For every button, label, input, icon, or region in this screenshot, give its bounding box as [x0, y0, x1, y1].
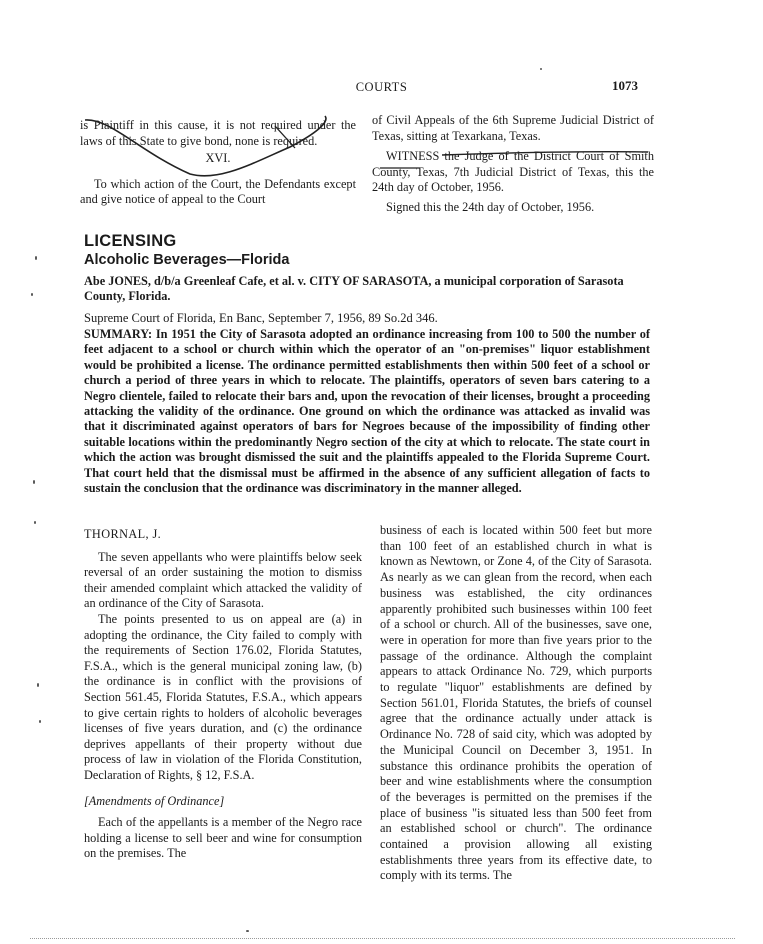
section-subheading: Alcoholic Beverages—Florida: [84, 252, 290, 268]
scan-speck: [33, 480, 35, 484]
opinion-left-column: [84, 527, 362, 862]
section-heading: LICENSING: [84, 232, 177, 250]
court-citation: Supreme Court of Florida, En Banc, September 7, 1956, 89 So.2d 346.: [84, 311, 438, 325]
summary-label: SUMMARY:: [84, 327, 153, 341]
top-right-column: [372, 113, 654, 215]
scan-speck: [37, 683, 39, 687]
signed-paragraph: Signed this the 24th day of October, 1956.: [386, 199, 595, 214]
judge-name: THORNAL, J.: [84, 527, 162, 541]
scan-speck: [39, 720, 41, 723]
top-left-paragraph: To which action of the Court, the Defendants except and give notice of appeal to the Court: [80, 176, 356, 206]
opinion-paragraph: The points presented to us on appeal are (a) in adopting the ordinance, the City failed to comply with the requirements of Section 176.02, Florida Statutes, F.S.A., which is the general municipal zoning law, (b) the ordinance is in conflict with the provisions of Section 561.45, Florida Statutes, F.S.A., which appears to give certain rights to holders of alcoholic beverages licenses of five years duration, and (c) the ordinance deprives appellants of their property without due process of law in violation of the Florida Constitution, Declaration of Rights, § 12, F.S.A.: [84, 611, 362, 782]
witness-paragraph: WITNESS the Judge of the District Court of Smith County, Texas, 7th Judicial District of Texas, this the 24th day of October, 1956.: [372, 149, 654, 194]
opinion-right-column: [380, 523, 652, 884]
top-right-paragraph: of Civil Appeals of the 6th Supreme Judicial District of Texas, sitting at Texarkana, Texas.: [372, 113, 654, 143]
top-left-column: [80, 118, 356, 208]
running-title: COURTS: [355, 80, 408, 94]
summary-text: In 1951 the City of Sarasota adopted an ordinance increasing from 100 to 500 the number of feet adjacent to a school or church within which the operator of an "on-premises" liquor establishment would be prohibited a license. The ordinance permitted establishments then within 500 feet of a school or church a period of three years in which to relocate. The plaintiffs, operators of seven bars catering to a Negro clientele, failed to relocate their bars and, upon the revocation of their licenses, brought a proceeding attacking the validity of the ordinance. One ground on which the ordinance was attacked as invalid was that it discriminated against operators of bars for Negroes because of the impossibility of finding other suitable locations within the predominantly Negro section of the city at which to relocate. The state court in which the action was brought dismissed the suit and the plaintiffs appealed to the Florida Supreme Court. That court held that the dismissal must be affirmed in the absence of any sufficient allegation of facts to sustain the conclusion that the ordinance was discriminatory in the manner alleged.: [84, 327, 650, 496]
scan-speck: [35, 256, 37, 260]
case-title: Abe JONES, d/b/a Greenleaf Cafe, et al. v. CITY OF SARASOTA, a municipal corporation of Sarasota County, Florida.: [84, 274, 624, 303]
opinion-paragraph: Each of the appellants is a member of the Negro race holding a license to sell beer and wine for consumption on the premises. The: [84, 815, 362, 861]
scan-speck: [34, 521, 36, 524]
scan-speck: [540, 68, 542, 70]
case-summary: [84, 327, 650, 496]
opinion-paragraph: business of each is located within 500 feet but more than 100 feet of an established church in what is known as Newtown, or Zone 4, of the City of Sarasota. As nearly as we can glean from the record, when each business was established, the city ordinances apparently prohibited such businesses within 100 feet of a school or church. All of the businesses, save one, were in operation for more than five years prior to the passage of the ordinance. Although the complaint appears to attack Ordinance No. 729, which purports to regulate "liquor" establishments are defined by Section 561.01, Florida Statutes, the briefs of counsel agree that the ordinance actually under attack is Ordinance No. 728 of said city, which was adopted by the Municipal Council on December 3, 1951. In substance this ordinance prohibits the operation of beer and wine establishments where the consumption of the beverages is permitted on the premises if the place of business "is situated less than 500 feet from an established school or church". The ordinance contained a provision allowing all existing establishments three years from its effective date, to comply with its terms. The: [380, 523, 652, 883]
top-left-paragraph: is Plaintiff in this cause, it is not required under the laws of this State to give bond, none is required.: [80, 118, 356, 148]
scan-edge-line: [30, 938, 735, 939]
opinion-paragraph: The seven appellants who were plaintiffs below seek reversal of an order sustaining the motion to dismiss their amended complaint which attacked the validity of an ordinance of the City of Sarasota.: [84, 549, 362, 611]
scan-speck: [246, 930, 249, 932]
opinion-subheading: [Amendments of Ordinance]: [84, 793, 225, 808]
page-number: 1073: [612, 78, 638, 93]
section-numeral: XVI.: [205, 151, 231, 165]
scan-speck: [31, 293, 33, 296]
